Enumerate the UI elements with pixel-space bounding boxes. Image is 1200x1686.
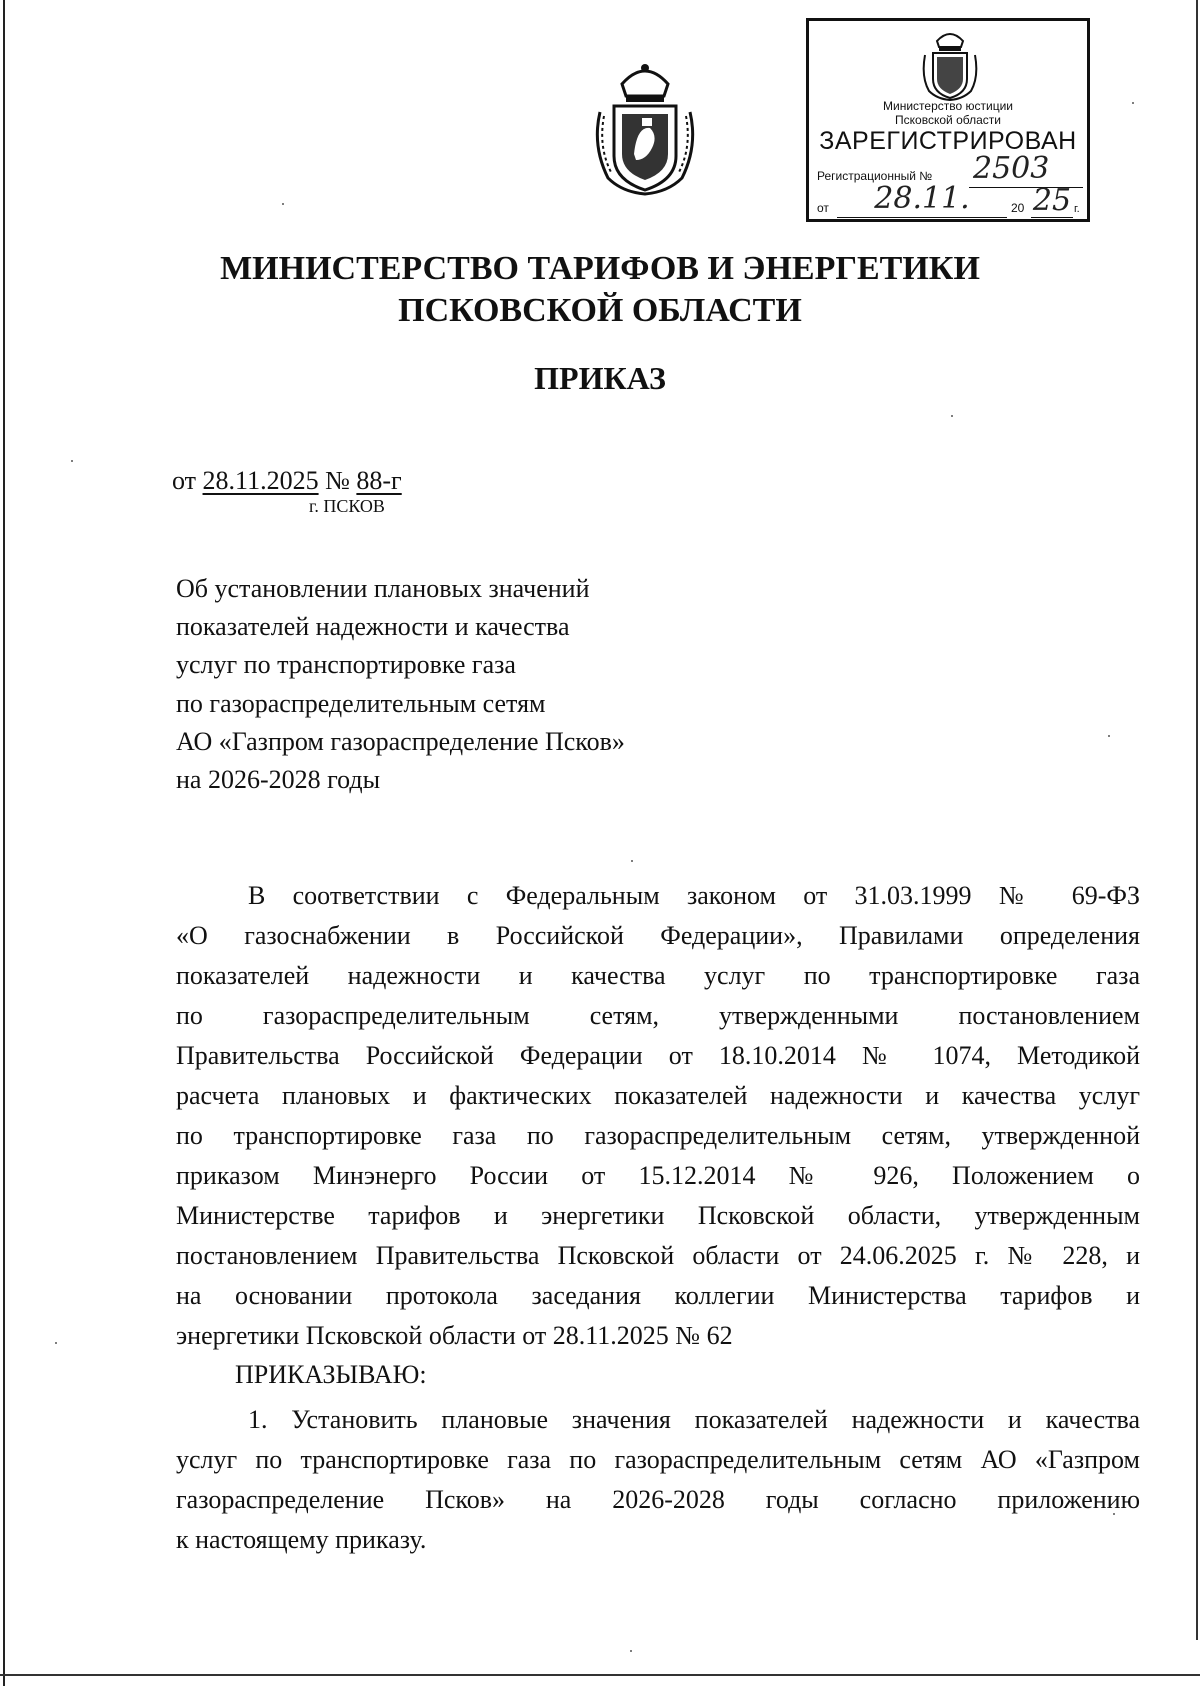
subject-line: АО «Газпром газораспределение Псков»: [176, 726, 625, 756]
scan-edge-right: [1196, 0, 1198, 1640]
stamp-date-value: 28.11.: [837, 181, 1007, 218]
stamp-year-value: 25: [1032, 183, 1072, 218]
scan-speck: [282, 203, 284, 205]
order-subject: [176, 570, 625, 799]
scan-speck: [1132, 102, 1134, 104]
stamp-number-value: 2503: [969, 151, 1083, 188]
stamp-year-suffix: г.: [1074, 203, 1080, 215]
order-number: 88-г: [356, 466, 402, 495]
preamble-line: В соответствии с Федеральным законом от 31.03.1999 № 69-ФЗ: [248, 881, 1140, 910]
preamble-line: Правительства Российской Федерации от 18.10.2014 № 1074, Методикой: [176, 1041, 1140, 1070]
stamp-org-line2: Псковской области: [895, 113, 1001, 127]
stamp-date-label: от: [817, 201, 829, 215]
order-from-label: от: [172, 466, 197, 495]
stamp-title: ЗАРЕГИСТРИРОВАН: [819, 127, 1077, 155]
preamble-line: по газораспределительным сетям, утвержденными постановлением: [176, 1001, 1140, 1030]
preamble-line: энергетики Псковской области от 28.11.2025 № 62: [176, 1321, 733, 1350]
document-type-heading: ПРИКАЗ: [534, 360, 666, 396]
subject-line: услуг по транспортировке газа: [176, 650, 516, 680]
order-date-line: [172, 466, 402, 496]
preamble-line: Министерстве тарифов и энергетики Псковской области, утвержденным: [176, 1201, 1140, 1230]
subject-line: на 2026-2028 годы: [176, 765, 381, 795]
preamble-line: «О газоснабжении в Российской Федерации», Правилами определения: [176, 921, 1140, 950]
scan-speck: [71, 460, 73, 462]
ministry-title-line1: МИНИСТЕРСТВО ТАРИФОВ И ЭНЕРГЕТИКИ: [220, 250, 980, 287]
preamble-line: по транспортировке газа по газораспределительным сетям, утвержденной: [176, 1121, 1140, 1150]
item-line: услуг по транспортировке газа по газораспределительным сетям АО «Газпром: [176, 1445, 1140, 1474]
scan-edge-bottom: [0, 1674, 1200, 1676]
coat-of-arms-emblem: [592, 56, 698, 196]
order-item-1: [176, 1400, 1140, 1560]
registration-stamp: [806, 18, 1090, 222]
preamble-paragraph: [176, 876, 1140, 1356]
preamble-line: расчета плановых и фактических показателей надежности и качества услуг: [176, 1081, 1140, 1110]
item-line: газораспределение Псков» на 2026-2028 годы согласно приложению: [176, 1485, 1140, 1514]
scan-speck: [1108, 735, 1110, 737]
item-line: 1. Установить плановые значения показателей надежности и качества: [248, 1405, 1140, 1434]
subject-line: показателей надежности и качества: [176, 612, 570, 642]
subject-line: Об установлении плановых значений: [176, 574, 590, 603]
stamp-emblem-icon: [921, 25, 979, 101]
scan-speck: [630, 1650, 632, 1652]
order-date: 28.11.2025: [202, 466, 319, 495]
order-city: г. ПСКОВ: [309, 496, 385, 516]
item-line: к настоящему приказу.: [176, 1525, 427, 1554]
stamp-number-label: Регистрационный №: [817, 169, 933, 183]
stamp-org-line1: Министерство юстиции: [883, 99, 1013, 113]
order-number-label: №: [325, 466, 350, 495]
decree-word: ПРИКАЗЫВАЮ:: [235, 1360, 427, 1389]
preamble-line: постановлением Правительства Псковской области от 24.06.2025 г. № 228, и: [176, 1241, 1140, 1270]
preamble-line: показателей надежности и качества услуг по транспортировке газа: [176, 961, 1140, 990]
preamble-line: на основании протокола заседания коллегии Министерства тарифов и: [176, 1281, 1140, 1310]
preamble-line: приказом Минэнерго России от 15.12.2014 № 926, Положением о: [176, 1161, 1140, 1190]
scan-speck: [631, 860, 633, 862]
subject-line: по газораспределительным сетям: [176, 688, 546, 718]
scan-speck: [951, 415, 953, 417]
scan-speck: [55, 1342, 57, 1344]
ministry-title-line2: ПСКОВСКОЙ ОБЛАСТИ: [398, 292, 802, 329]
stamp-year-prefix: 20: [1011, 201, 1025, 215]
